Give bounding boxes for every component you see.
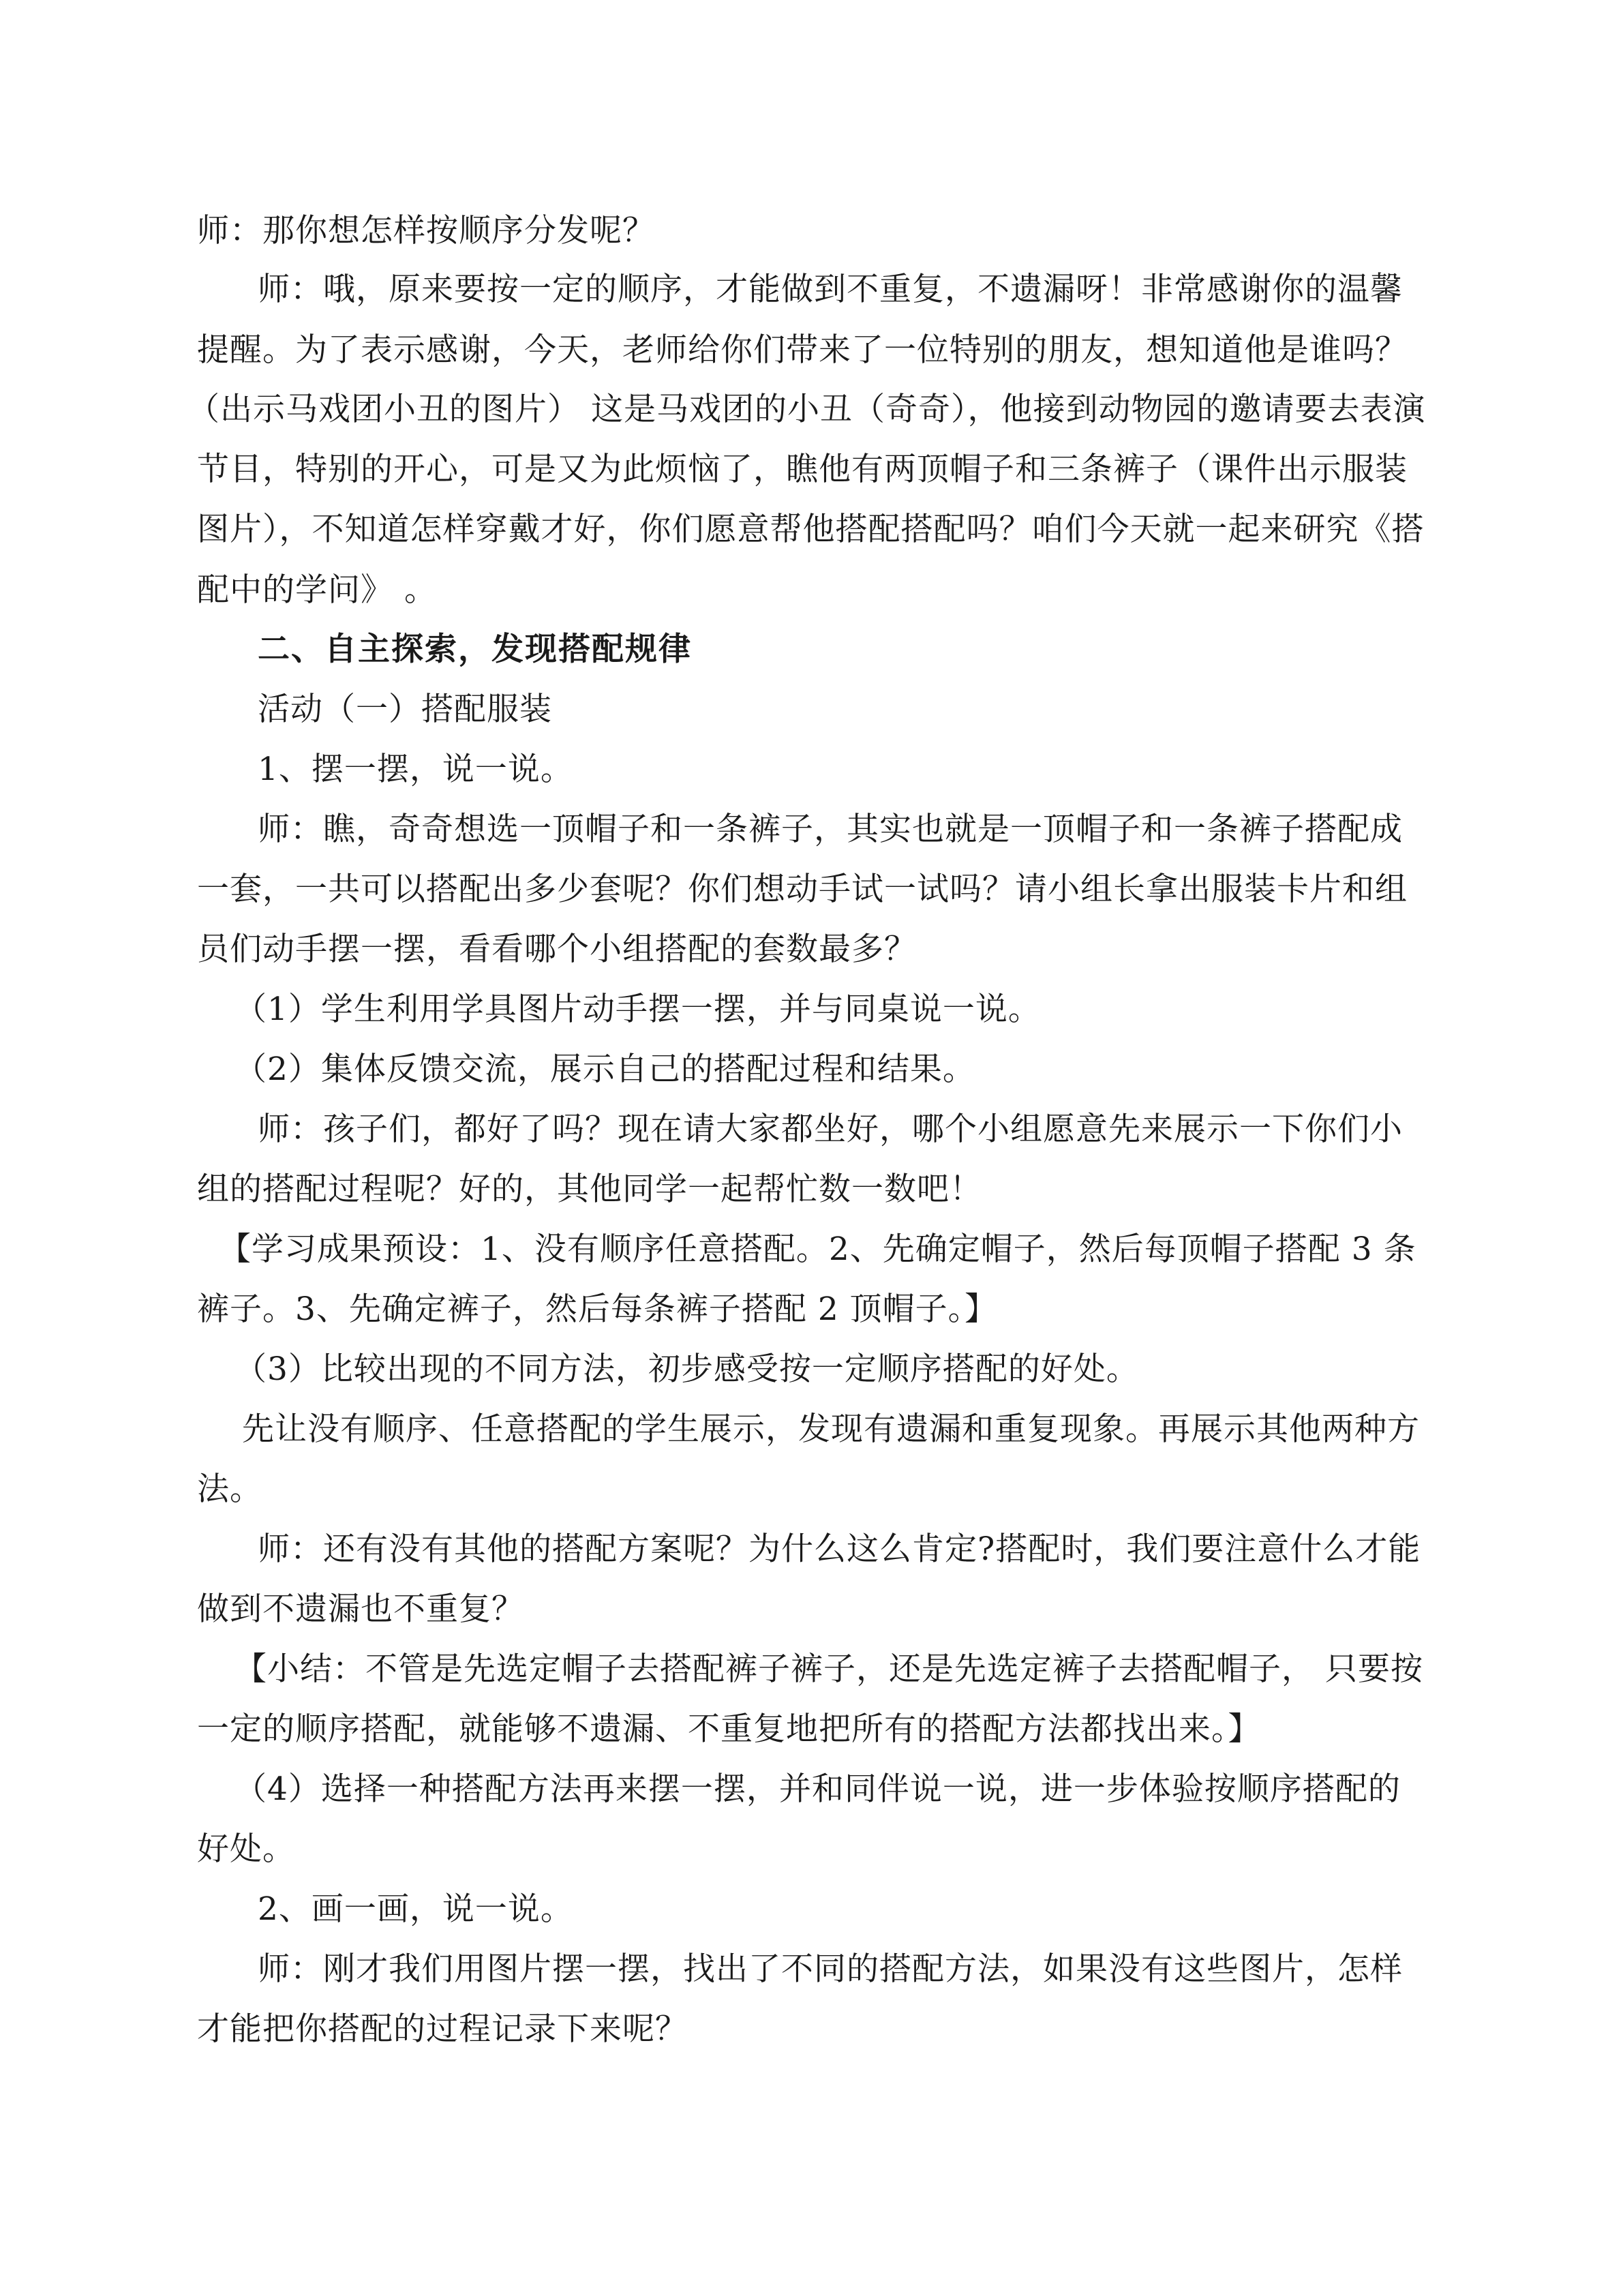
text-line: 做到不遗漏也不重复？ xyxy=(197,1590,524,1628)
text-line: 师：刚才我们用图片摆一摆，找出了不同的搭配方法，如果没有这些图片，怎样 xyxy=(258,1950,1403,1988)
text-line: （出示马戏团小丑的图片） 这是马戏团的小丑（奇奇），他接到动物园的邀请要去表演 xyxy=(187,391,1426,428)
step-title: 1、摆一摆，说一说。 xyxy=(258,751,573,788)
text-line: 图片），不知道怎样穿戴才好，你们愿意帮他搭配搭配吗？咱们今天就一起来研究《搭 xyxy=(197,511,1425,548)
text-line: 师：那你想怎样按顺序分发呢？ xyxy=(197,212,655,250)
text-line: （1）学生利用学具图片动手摆一摆，并与同桌说一说。 xyxy=(234,991,1041,1028)
text-line: 裤子。3、先确定裤子，然后每条裤子搭配 2 顶帽子。】 xyxy=(197,1290,998,1328)
text-line: 先让没有顺序、任意搭配的学生展示，发现有遗漏和重复现象。再展示其他两种方 xyxy=(242,1410,1420,1448)
text-line: 好处。 xyxy=(197,1830,295,1868)
step-title: 2、画一画，说一说。 xyxy=(258,1890,573,1928)
text-line: 师：哦，原来要按一定的顺序，才能做到不重复，不遗漏呀！非常感谢你的温馨 xyxy=(258,271,1403,308)
text-line: 【学习成果预设：1、没有顺序任意搭配。2、先确定帽子，然后每顶帽子搭配 3 条 xyxy=(219,1230,1416,1268)
text-line: 师：还有没有其他的搭配方案呢？为什么这么肯定?搭配时，我们要注意什么才能 xyxy=(258,1530,1421,1568)
text-line: 组的搭配过程呢？好的，其他同学一起帮忙数一数吧！ xyxy=(197,1170,982,1208)
text-line: 【小结：不管是先选定帽子去搭配裤子裤子，还是先选定裤子去搭配帽子， 只要按 xyxy=(234,1650,1423,1688)
section-heading: 二、自主探索，发现搭配规律 xyxy=(258,631,692,668)
text-line: （4）选择一种搭配方法再来摆一摆，并和同伴说一说，进一步体验按顺序搭配的 xyxy=(234,1770,1401,1808)
text-line: 提醒。为了表示感谢，今天，老师给你们带来了一位特别的朋友，想知道他是谁吗？ xyxy=(197,331,1408,369)
text-line: 法。 xyxy=(197,1470,262,1508)
text-line: 一定的顺序搭配，就能够不遗漏、不重复地把所有的搭配方法都找出来。】 xyxy=(197,1710,1261,1748)
text-line: 一套，一共可以搭配出多少套呢？你们想动手试一试吗？请小组长拿出服装卡片和组 xyxy=(197,871,1408,908)
text-line: 师：瞧，奇奇想选一顶帽子和一条裤子，其实也就是一顶帽子和一条裤子搭配成 xyxy=(258,811,1403,848)
text-line: 员们动手摆一摆，看看哪个小组搭配的套数最多？ xyxy=(197,931,917,968)
text-line: 节目，特别的开心，可是又为此烦恼了，瞧他有两顶帽子和三条裤子（课件出示服装 xyxy=(197,451,1408,488)
text-line: （3）比较出现的不同方法，初步感受按一定顺序搭配的好处。 xyxy=(234,1350,1139,1388)
activity-title: 活动（一）搭配服装 xyxy=(258,691,552,728)
text-line: 师：孩子们，都好了吗？现在请大家都坐好，哪个小组愿意先来展示一下你们小 xyxy=(258,1111,1403,1148)
text-line: （2）集体反馈交流，展示自己的搭配过程和结果。 xyxy=(234,1051,975,1088)
text-line: 配中的学问》 。 xyxy=(197,571,437,609)
text-line: 才能把你搭配的过程记录下来呢？ xyxy=(197,2010,688,2048)
